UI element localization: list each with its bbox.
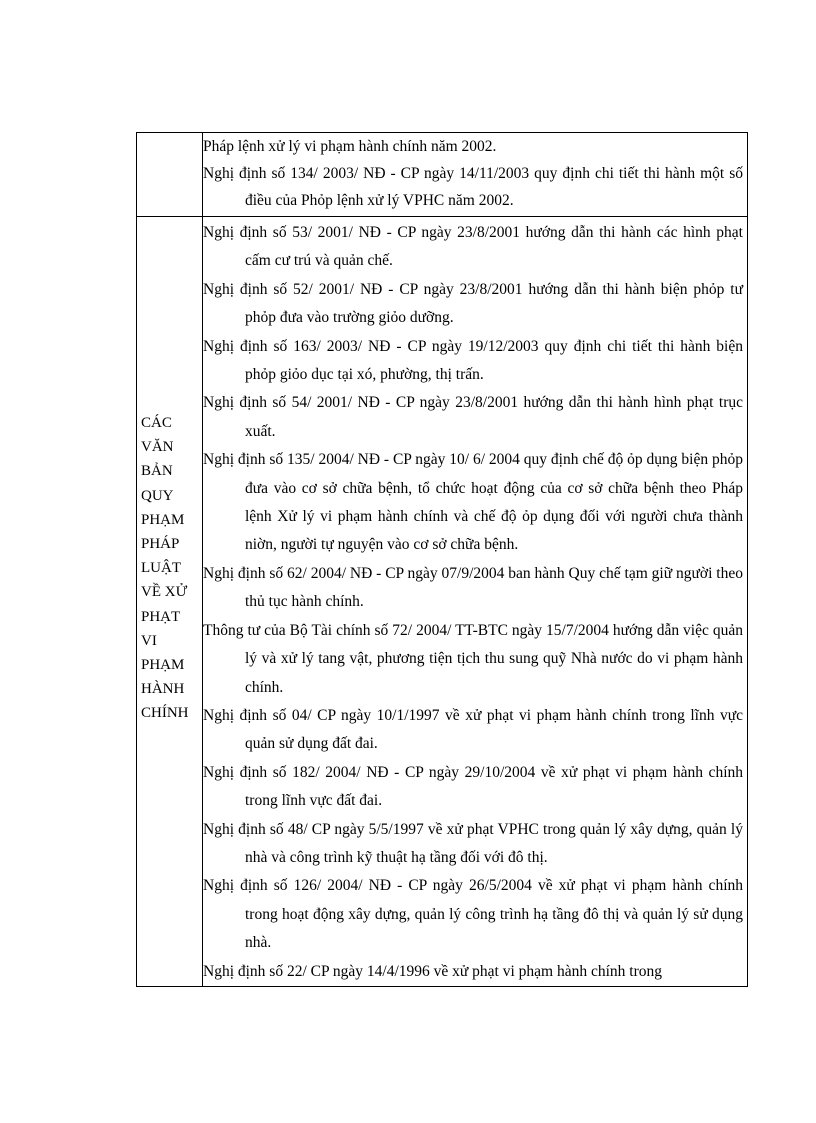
category-label-line: PHẠM [141, 657, 185, 674]
category-label-cell [137, 217, 203, 987]
list-item: Nghị định số 53/ 2001/ NĐ - CP ngày 23/8/2001 hướng dẫn thi hành các hình phạt cấm cư trú và quản chế. [203, 224, 743, 270]
category-label-line: BẢN [141, 463, 173, 480]
category-label-line: VỀ XỬ [141, 584, 188, 601]
document-list-cell [203, 217, 748, 987]
list-item: Thông tư của Bộ Tài chính số 72/ 2004/ TT-BTC ngày 15/7/2004 hướng dẫn việc quản lý và xử lý tang vật, phương tiện tịch thu sung quỹ Nhà nước do vi phạm hành chính. [203, 621, 743, 696]
list-item: Nghị định số 22/ CP ngày 14/4/1996 về xử phạt vi phạm hành chính trong [203, 962, 663, 980]
list-item: Nghị định số 54/ 2001/ NĐ - CP ngày 23/8/2001 hướng dẫn thi hành hình phạt trục xuất. [203, 394, 743, 440]
category-label-line: PHẠT [141, 608, 181, 625]
list-item: Nghị định số 52/ 2001/ NĐ - CP ngày 23/8/2001 hướng dẫn thi hành biện phỏp tư phỏp đưa vào trường giỏo dưỡng. [203, 280, 743, 327]
list-item: Nghị định số 134/ 2003/ NĐ - CP ngày 14/11/2003 quy định chi tiết thi hành một số điều của Phỏp lệnh xử lý VPHC năm 2002. [203, 165, 743, 209]
empty-label-cell [137, 133, 203, 217]
category-label-line: CÁC [141, 415, 172, 431]
list-item: Nghị định số 163/ 2003/ NĐ - CP ngày 19/12/2003 quy định chi tiết thi hành biện phỏp giỏo dục tại xó, phường, thị trấn. [203, 337, 743, 384]
list-item: Pháp lệnh xử lý vi phạm hành chính năm 2002. [203, 138, 497, 155]
category-label-line: QUY [141, 487, 174, 504]
category-label [137, 411, 202, 726]
list-item: Nghị định số 182/ 2004/ NĐ - CP ngày 29/10/2004 về xử phạt vi phạm hành chính trong lĩnh vực đất đai. [203, 763, 743, 810]
list-item: Nghị định số 48/ CP ngày 5/5/1997 về xử phạt VPHC trong quản lý xây dựng, quản lý nhà và công trình kỹ thuật hạ tầng đối với đô thị. [203, 820, 743, 866]
category-label-line: PHÁP [141, 536, 180, 553]
document-list-cell [203, 133, 748, 217]
category-label-line: VĂN [141, 439, 174, 456]
table-row [137, 217, 748, 987]
category-label-line: VI [141, 632, 157, 649]
list-item: Nghị định số 126/ 2004/ NĐ - CP ngày 26/5/2004 về xử phạt vi phạm hành chính trong hoạt động xây dựng, quản lý công trình hạ tầng đô thị và quản lý sử dụng nhà. [203, 877, 743, 952]
list-item: Nghị định số 135/ 2004/ NĐ - CP ngày 10/ 6/ 2004 quy định chế độ ỏp dụng biện phỏp đưa vào cơ sở chữa bệnh, tổ chức hoạt động của cơ sở chữa bệnh theo Pháp lệnh Xử lý vi phạm hành chính và chế độ ỏp dụng đối với người chưa thành niờn, người tự nguyện vào cơ sở chữa bệnh. [203, 451, 743, 554]
category-label-line: CHÍNH [141, 705, 189, 722]
category-label-line: HÀNH [141, 681, 185, 698]
list-item: Nghị định số 04/ CP ngày 10/1/1997 về xử phạt vi phạm hành chính trong lĩnh vực quản sử dụng đất đai. [203, 706, 743, 753]
legal-documents-table [136, 132, 748, 987]
table-row [137, 133, 748, 217]
category-label-line: PHẠM [141, 511, 185, 528]
category-label-line: LUẬT [141, 560, 181, 577]
list-item: Nghị định số 62/ 2004/ NĐ - CP ngày 07/9/2004 ban hành Quy chế tạm giữ người theo thủ tục hành chính. [203, 564, 743, 611]
